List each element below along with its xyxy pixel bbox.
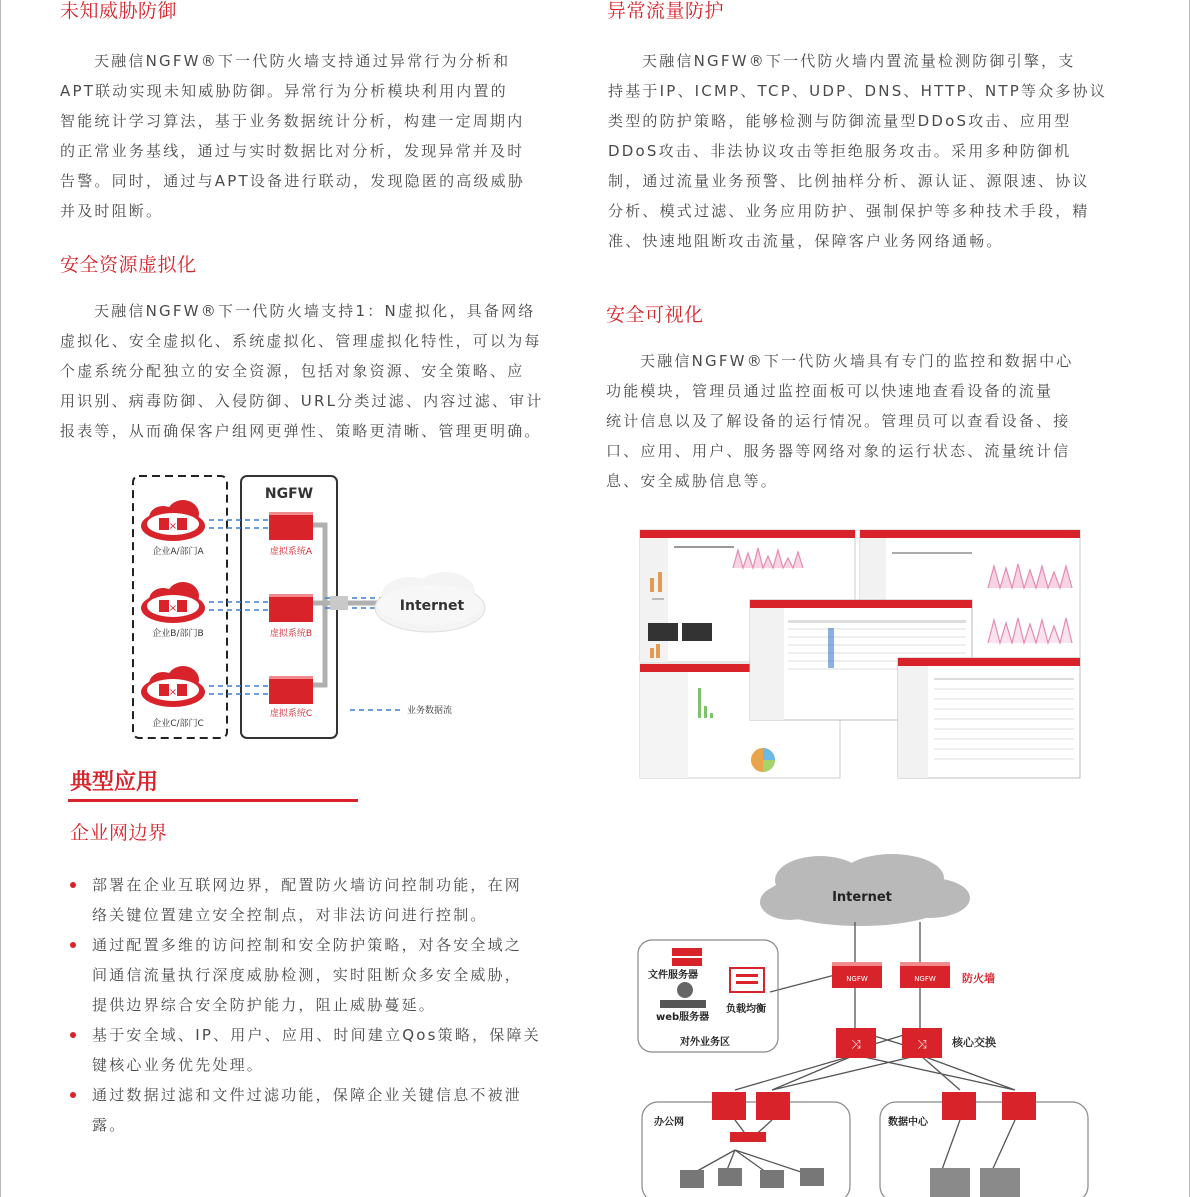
- ngfw-label: NGFW: [264, 486, 314, 502]
- unknown-threat-heading: 未知威胁防御: [60, 0, 178, 22]
- enterprise-edge-list: [62, 870, 567, 1140]
- paragraph-line: 息、安全威胁信息等。: [606, 472, 779, 490]
- paragraph-line: 天融信NGFW®下一代防火墙内置流量检测防御引擎，支: [642, 52, 1076, 70]
- dc-switch-1: [942, 1092, 976, 1120]
- org-c-label: 企业C/部门C: [152, 719, 204, 729]
- list-item: [62, 1080, 567, 1140]
- list-item: [62, 1020, 567, 1080]
- org-cloud-a: [141, 500, 205, 541]
- list-item-line: 键核心业务优先处理。: [92, 1056, 265, 1074]
- abnormal-traffic-paragraph: [608, 46, 1113, 256]
- trunk-connector: [330, 596, 348, 610]
- firewall-1-tag: NGFW: [846, 975, 868, 983]
- typical-applications-title: 典型应用: [70, 770, 159, 795]
- paragraph-line: 报表等，从而确保客户组网更弹性、策略更清晰、管理更明确。: [60, 422, 542, 440]
- paragraph-line: 虚拟化、安全虚拟化、系统虚拟化、管理虚拟化特性，可以为每: [60, 332, 542, 350]
- org-a-label: 企业A/部门A: [152, 547, 204, 557]
- list-item-line: 提供边界综合安全防护能力，阻止威胁蔓延。: [92, 996, 437, 1014]
- paragraph-line: APT联动实现未知威胁防御。异常行为分析模块利用内置的: [60, 82, 508, 100]
- virtualization-diagram: [125, 470, 505, 745]
- page-left-border: [0, 0, 1, 1197]
- paragraph-line: 制，通过流量业务预警、比例抽样分析、源认证、源限速、协议: [608, 172, 1090, 190]
- virtualization-paragraph: [60, 296, 565, 446]
- paragraph-line: 天融信NGFW®下一代防火墙支持1：N虚拟化，具备网络: [94, 302, 536, 320]
- paragraph-line: 告警。同时，通过与APT设备进行联动，发现隐匿的高级威胁: [60, 172, 526, 190]
- core-switch-label: 核心交换: [952, 1036, 996, 1049]
- paragraph-line: 用识别、病毒防御、入侵防御、URL分类过滤、内容过滤、审计: [60, 392, 544, 410]
- list-item-line: 露。: [92, 1116, 127, 1134]
- dmz-box: [638, 940, 778, 1052]
- paragraph-line: 并及时阻断。: [60, 202, 164, 220]
- vsys-c-device: [269, 676, 313, 704]
- load-balancer-label: 负载均衡: [726, 1004, 766, 1015]
- paragraph-line: 准、快速地阻断攻击流量，保障客户业务网络通畅。: [608, 232, 1004, 250]
- internet-label: Internet: [832, 890, 892, 905]
- dashboard-screen-5: [898, 658, 1080, 778]
- paragraph-line: 口、应用、用户、服务器等网络对象的运行状态、流量统计信: [606, 442, 1071, 460]
- vsys-b-device: [269, 594, 313, 622]
- dmz-label: 对外业务区: [680, 1037, 730, 1048]
- vsys-b-label: 虚拟系统B: [269, 629, 313, 639]
- firewall-label: 防火墙: [962, 972, 995, 985]
- unknown-threat-paragraph: [60, 46, 565, 226]
- list-item-line: 部署在企业互联网边界，配置防火墙访问控制功能，在网: [92, 876, 523, 894]
- svg-text:⤨: ⤨: [851, 1037, 861, 1051]
- list-item-line: 络关键位置建立安全控制点，对非法访问进行控制。: [92, 906, 488, 924]
- network-topology-diagram: [630, 850, 1100, 1197]
- org-cloud-c: [141, 666, 205, 707]
- office-network-label: 办公网: [654, 1117, 684, 1128]
- list-item-line: 通过配置多维的访问控制和安全防护策略，对各安全域之: [92, 936, 523, 954]
- dashboard-screenshots: [638, 528, 1083, 780]
- enterprise-edge-heading: 企业网边界: [70, 822, 168, 844]
- firewall-2-tag: NGFW: [914, 975, 936, 983]
- data-center-label: 数据中心: [888, 1117, 928, 1128]
- list-item-line: 间通信流量执行深度威胁检测，实时阻断众多安全威胁，: [92, 966, 523, 984]
- paragraph-line: 智能统计学习算法，基于业务数据统计分析，构建一定周期内: [60, 112, 525, 130]
- paragraph-line: 天融信NGFW®下一代防火墙支持通过异常行为分析和: [94, 52, 511, 70]
- list-item-line: 基于安全域、IP、用户、应用、时间建立Qos策略，保障关: [92, 1026, 541, 1044]
- paragraph-line: 类型的防护策略，能够检测与防御流量型DDoS攻击、应用型: [608, 112, 1072, 130]
- section-title-rule: [68, 799, 358, 802]
- virtualization-heading: 安全资源虚拟化: [60, 254, 197, 276]
- svg-text:⤨: ⤨: [917, 1037, 927, 1051]
- paragraph-line: 持基于IP、ICMP、TCP、UDP、DNS、HTTP、NTP等众多协议: [608, 82, 1108, 100]
- legend-label: 业务数据流: [407, 706, 453, 716]
- vsys-c-label: 虚拟系统C: [269, 709, 313, 719]
- paragraph-line: 个虚系统分配独立的安全资源，包括对象资源、安全策略、应: [60, 362, 525, 380]
- load-balancer: [730, 968, 764, 992]
- office-switch-1: [712, 1092, 746, 1120]
- list-item-line: 通过数据过滤和文件过滤功能，保障企业关键信息不被泄: [92, 1086, 523, 1104]
- paragraph-line: 统计信息以及了解设备的运行情况。管理员可以查看设备、接: [606, 412, 1071, 430]
- office-switch-2: [756, 1092, 790, 1120]
- svg-text:×: ×: [168, 603, 178, 614]
- vsys-a-label: 虚拟系统A: [269, 547, 313, 557]
- paragraph-line: DDoS攻击、非法协议攻击等拒绝服务攻击。采用多种防御机: [608, 142, 1072, 160]
- svg-text:×: ×: [168, 687, 178, 698]
- file-server-label: 文件服务器: [648, 970, 698, 981]
- paragraph-line: 分析、模式过滤、业务应用防护、强制保护等多种技术手段，精: [608, 202, 1090, 220]
- paragraph-line: 功能模块，管理员通过监控面板可以快速地查看设备的流量: [606, 382, 1054, 400]
- paragraph-line: 的正常业务基线，通过与实时数据比对分析，发现异常并及时: [60, 142, 525, 160]
- internet-label: Internet: [399, 598, 465, 614]
- list-item: [62, 870, 567, 930]
- org-b-label: 企业B/部门B: [152, 629, 204, 639]
- abnormal-traffic-heading: 异常流量防护: [607, 0, 725, 22]
- security-visualization-heading: 安全可视化: [606, 304, 704, 326]
- access-switch: [730, 1132, 766, 1142]
- svg-text:×: ×: [168, 521, 178, 532]
- security-visualization-paragraph: [606, 346, 1111, 496]
- web-server-label: web服务器: [656, 1012, 710, 1023]
- dc-switch-2: [1002, 1092, 1036, 1120]
- vsys-a-device: [269, 512, 313, 540]
- list-item: [62, 930, 567, 1020]
- paragraph-line: 天融信NGFW®下一代防火墙具有专门的监控和数据中心: [640, 352, 1074, 370]
- org-cloud-b: [141, 582, 205, 623]
